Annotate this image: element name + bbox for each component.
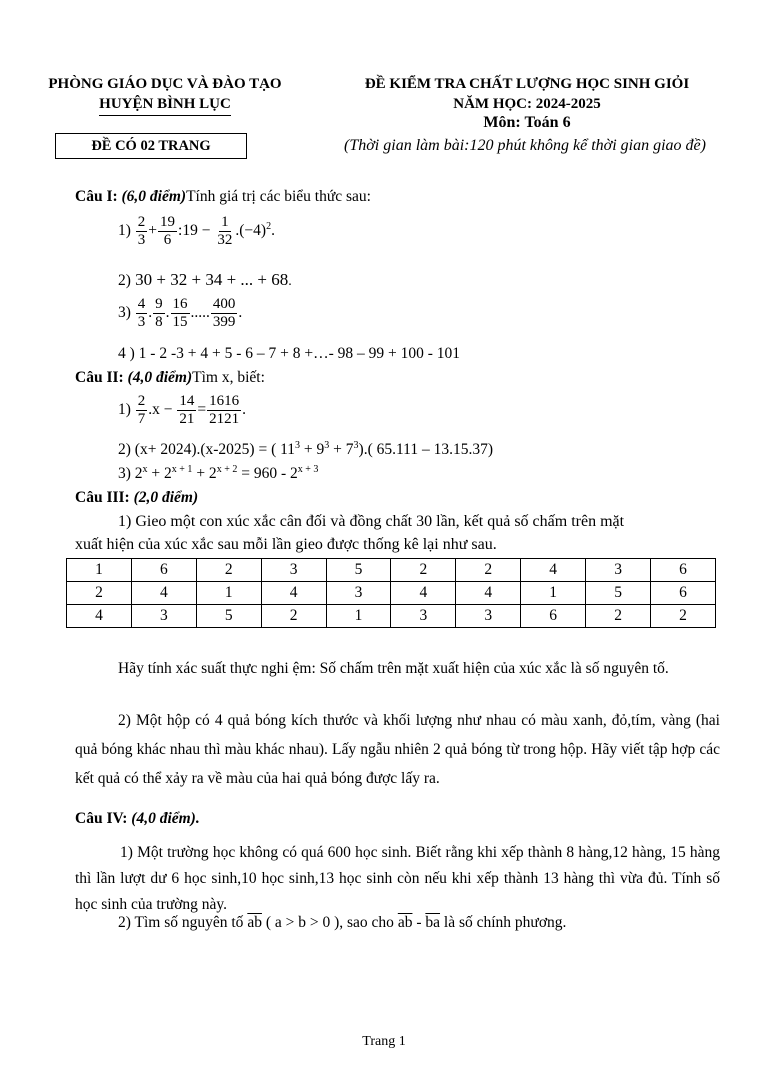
q2-heading bbox=[75, 369, 265, 387]
fraction: $\frac{16}{15}$ bbox=[172, 296, 188, 330]
table-row bbox=[67, 582, 716, 605]
table-cell: 4 bbox=[521, 559, 586, 582]
table-cell: 2 bbox=[196, 559, 261, 582]
item-number: 1) bbox=[118, 222, 131, 240]
fraction: $\frac{1616}{2121}$ bbox=[209, 393, 240, 427]
q3-heading bbox=[75, 489, 198, 507]
table-cell: 4 bbox=[261, 582, 326, 605]
table-cell: 2 bbox=[67, 582, 132, 605]
department-line2: HUYỆN BÌNH LỤC bbox=[99, 94, 231, 116]
q1-points: (6,0 điểm) bbox=[121, 188, 187, 205]
q3-p1-line2: xuất hiện của xúc xắc sau mỗi lần gieo được thống kê lại như sau. bbox=[75, 536, 497, 553]
table-cell: 1 bbox=[326, 605, 391, 628]
q2-item1: 1) $\frac{2}{7}$ .x − $\frac{14}{21}$ = $\frac{1616}{2121}$ . bbox=[118, 393, 247, 427]
table-cell: 1 bbox=[67, 559, 132, 582]
table-cell: 6 bbox=[651, 559, 716, 582]
table-cell: 3 bbox=[586, 559, 651, 582]
table-cell: 3 bbox=[261, 559, 326, 582]
digit-number-ab: $\overline{ab}$ bbox=[397, 914, 413, 931]
q2-prompt: Tìm x, biết: bbox=[192, 369, 265, 386]
fraction: $\frac{4}{3}$ bbox=[137, 296, 146, 330]
table-cell: 5 bbox=[326, 559, 391, 582]
exam-title: ĐỀ KIỂM TRA CHẤT LƯỢNG HỌC SINH GIỎI bbox=[364, 76, 690, 92]
table-cell: 3 bbox=[391, 605, 456, 628]
q4-p2: 2) Tìm số nguyên tố $\overline{ab}$ ( a > b > 0 ), sao cho $\overline{ab} - \overline{ba}$ là số chính phương. bbox=[118, 914, 567, 931]
dice-results-table bbox=[66, 558, 716, 628]
table-cell: 4 bbox=[67, 605, 132, 628]
table-cell: 3 bbox=[326, 582, 391, 605]
q1-item2: 2) 30 + 32 + 34 + ... + 68. bbox=[118, 270, 292, 289]
table-cell: 5 bbox=[196, 605, 261, 628]
table-cell: 3 bbox=[456, 605, 521, 628]
q1-heading bbox=[75, 188, 371, 206]
q2-item3: 3) $2^x + 2^{x + 1} + 2^{x + 2} = 960 - 2^{x + 3}$ bbox=[118, 464, 319, 483]
fraction: $\frac{19}{6}$ bbox=[160, 214, 176, 248]
table-cell: 1 bbox=[196, 582, 261, 605]
q2-points: (4,0 điểm) bbox=[127, 369, 193, 386]
fraction: $\frac{14}{21}$ bbox=[179, 393, 195, 427]
fraction: $\frac{2}{3}$ bbox=[137, 214, 146, 248]
q4-points: (4,0 điểm). bbox=[131, 810, 200, 827]
table-cell: 6 bbox=[521, 605, 586, 628]
department-header bbox=[40, 74, 290, 116]
table-cell: 6 bbox=[651, 582, 716, 605]
fraction: $\frac{400}{399}$ bbox=[212, 296, 236, 330]
q3-p2: Hãy tính xác suất thực nghi ệm: Số chấm trên mặt xuất hiện của xúc xắc là số nguyên tố. bbox=[118, 660, 669, 677]
table-cell: 1 bbox=[521, 582, 586, 605]
exam-header bbox=[322, 74, 732, 114]
table-cell: 4 bbox=[131, 582, 196, 605]
table-row bbox=[67, 559, 716, 582]
digit-number-ab: $\overline{ab}$ bbox=[247, 914, 262, 931]
q3-label: Câu III: bbox=[75, 489, 130, 506]
table-cell: 4 bbox=[456, 582, 521, 605]
table-row bbox=[67, 605, 716, 628]
q1-label: Câu I: bbox=[75, 188, 118, 205]
table-cell: 2 bbox=[651, 605, 716, 628]
q1-item4: 4 ) 1 - 2 -3 + 4 + 5 - 6 – 7 + 8 +…- 98 – 99 + 100 - 101 bbox=[118, 345, 461, 362]
page-number: Trang 1 bbox=[362, 1034, 406, 1049]
table-cell: 2 bbox=[586, 605, 651, 628]
table-cell: 6 bbox=[131, 559, 196, 582]
fraction: $\frac{1}{32}$ bbox=[217, 214, 233, 248]
school-year: NĂM HỌC: 2024-2025 bbox=[453, 96, 601, 112]
table-cell: 4 bbox=[391, 582, 456, 605]
fraction: $\frac{2}{7}$ bbox=[137, 393, 146, 427]
q4-heading bbox=[75, 810, 200, 828]
time-note: (Thời gian làm bài:120 phút không kể thời gian giao đề) bbox=[344, 137, 706, 154]
q3-p1-line1: 1) Gieo một con xúc xắc cân đối và đồng chất 30 lần, kết quả số chấm trên mặt bbox=[118, 513, 625, 530]
table-cell: 2 bbox=[261, 605, 326, 628]
q1-item1: 1) $\frac{2}{3}$ + $\frac{19}{6}$ :19 − $\frac{1}{32}$ $.(-4)^2$. bbox=[118, 214, 275, 248]
q4-p1: 1) Một trường học không có quá 600 học sinh. Biết rằng khi xếp thành 8 hàng,12 hàng, 15 hàng thì lần lượt dư 6 học sinh,10 học sinh,13 học sinh còn nếu khi xếp thành 13 hàng thì vừa đủ. Tính số học sinh của trường này. bbox=[75, 844, 720, 913]
table-cell: 5 bbox=[586, 582, 651, 605]
fraction: $\frac{9}{8}$ bbox=[155, 296, 163, 330]
subject-title: Môn: Toán 6 bbox=[483, 114, 571, 131]
digit-number-ba: $\overline{ba}$ bbox=[425, 914, 441, 931]
q4-label: Câu IV: bbox=[75, 810, 128, 827]
department-line1: PHÒNG GIÁO DỤC VÀ ĐÀO TẠO bbox=[48, 76, 282, 92]
q2-item2: 2) (x+ 2024).(x-2025) = ( $11^3 + 9^3 + 7^3$).( 65.111 – 13.15.37) bbox=[118, 440, 494, 459]
q1-item3: 3) $\frac{4}{3}$ . $\frac{9}{8}$ . $\frac{16}{15}$ ..... $\frac{400}{399}$ . bbox=[118, 296, 243, 330]
pages-box: ĐỀ CÓ 02 TRANG bbox=[55, 133, 247, 159]
q3-p3: 2) Một hộp có 4 quả bóng kích thước và khối lượng như nhau có màu xanh, đỏ,tím, vàng (hai quả bóng khác nhau thì màu khác nhau). Lấy ngẫu nhiên 2 quả bóng từ trong hộp. Hãy viết tập hợp các kết quả có thể xảy ra về màu của hai quả bóng được lấy ra. bbox=[75, 712, 720, 787]
table-cell: 3 bbox=[131, 605, 196, 628]
table-cell: 2 bbox=[456, 559, 521, 582]
q3-points: (2,0 điểm) bbox=[133, 489, 199, 506]
q1-prompt: Tính giá trị các biểu thức sau: bbox=[186, 188, 371, 205]
table-cell: 2 bbox=[391, 559, 456, 582]
q2-label: Câu II: bbox=[75, 369, 124, 386]
